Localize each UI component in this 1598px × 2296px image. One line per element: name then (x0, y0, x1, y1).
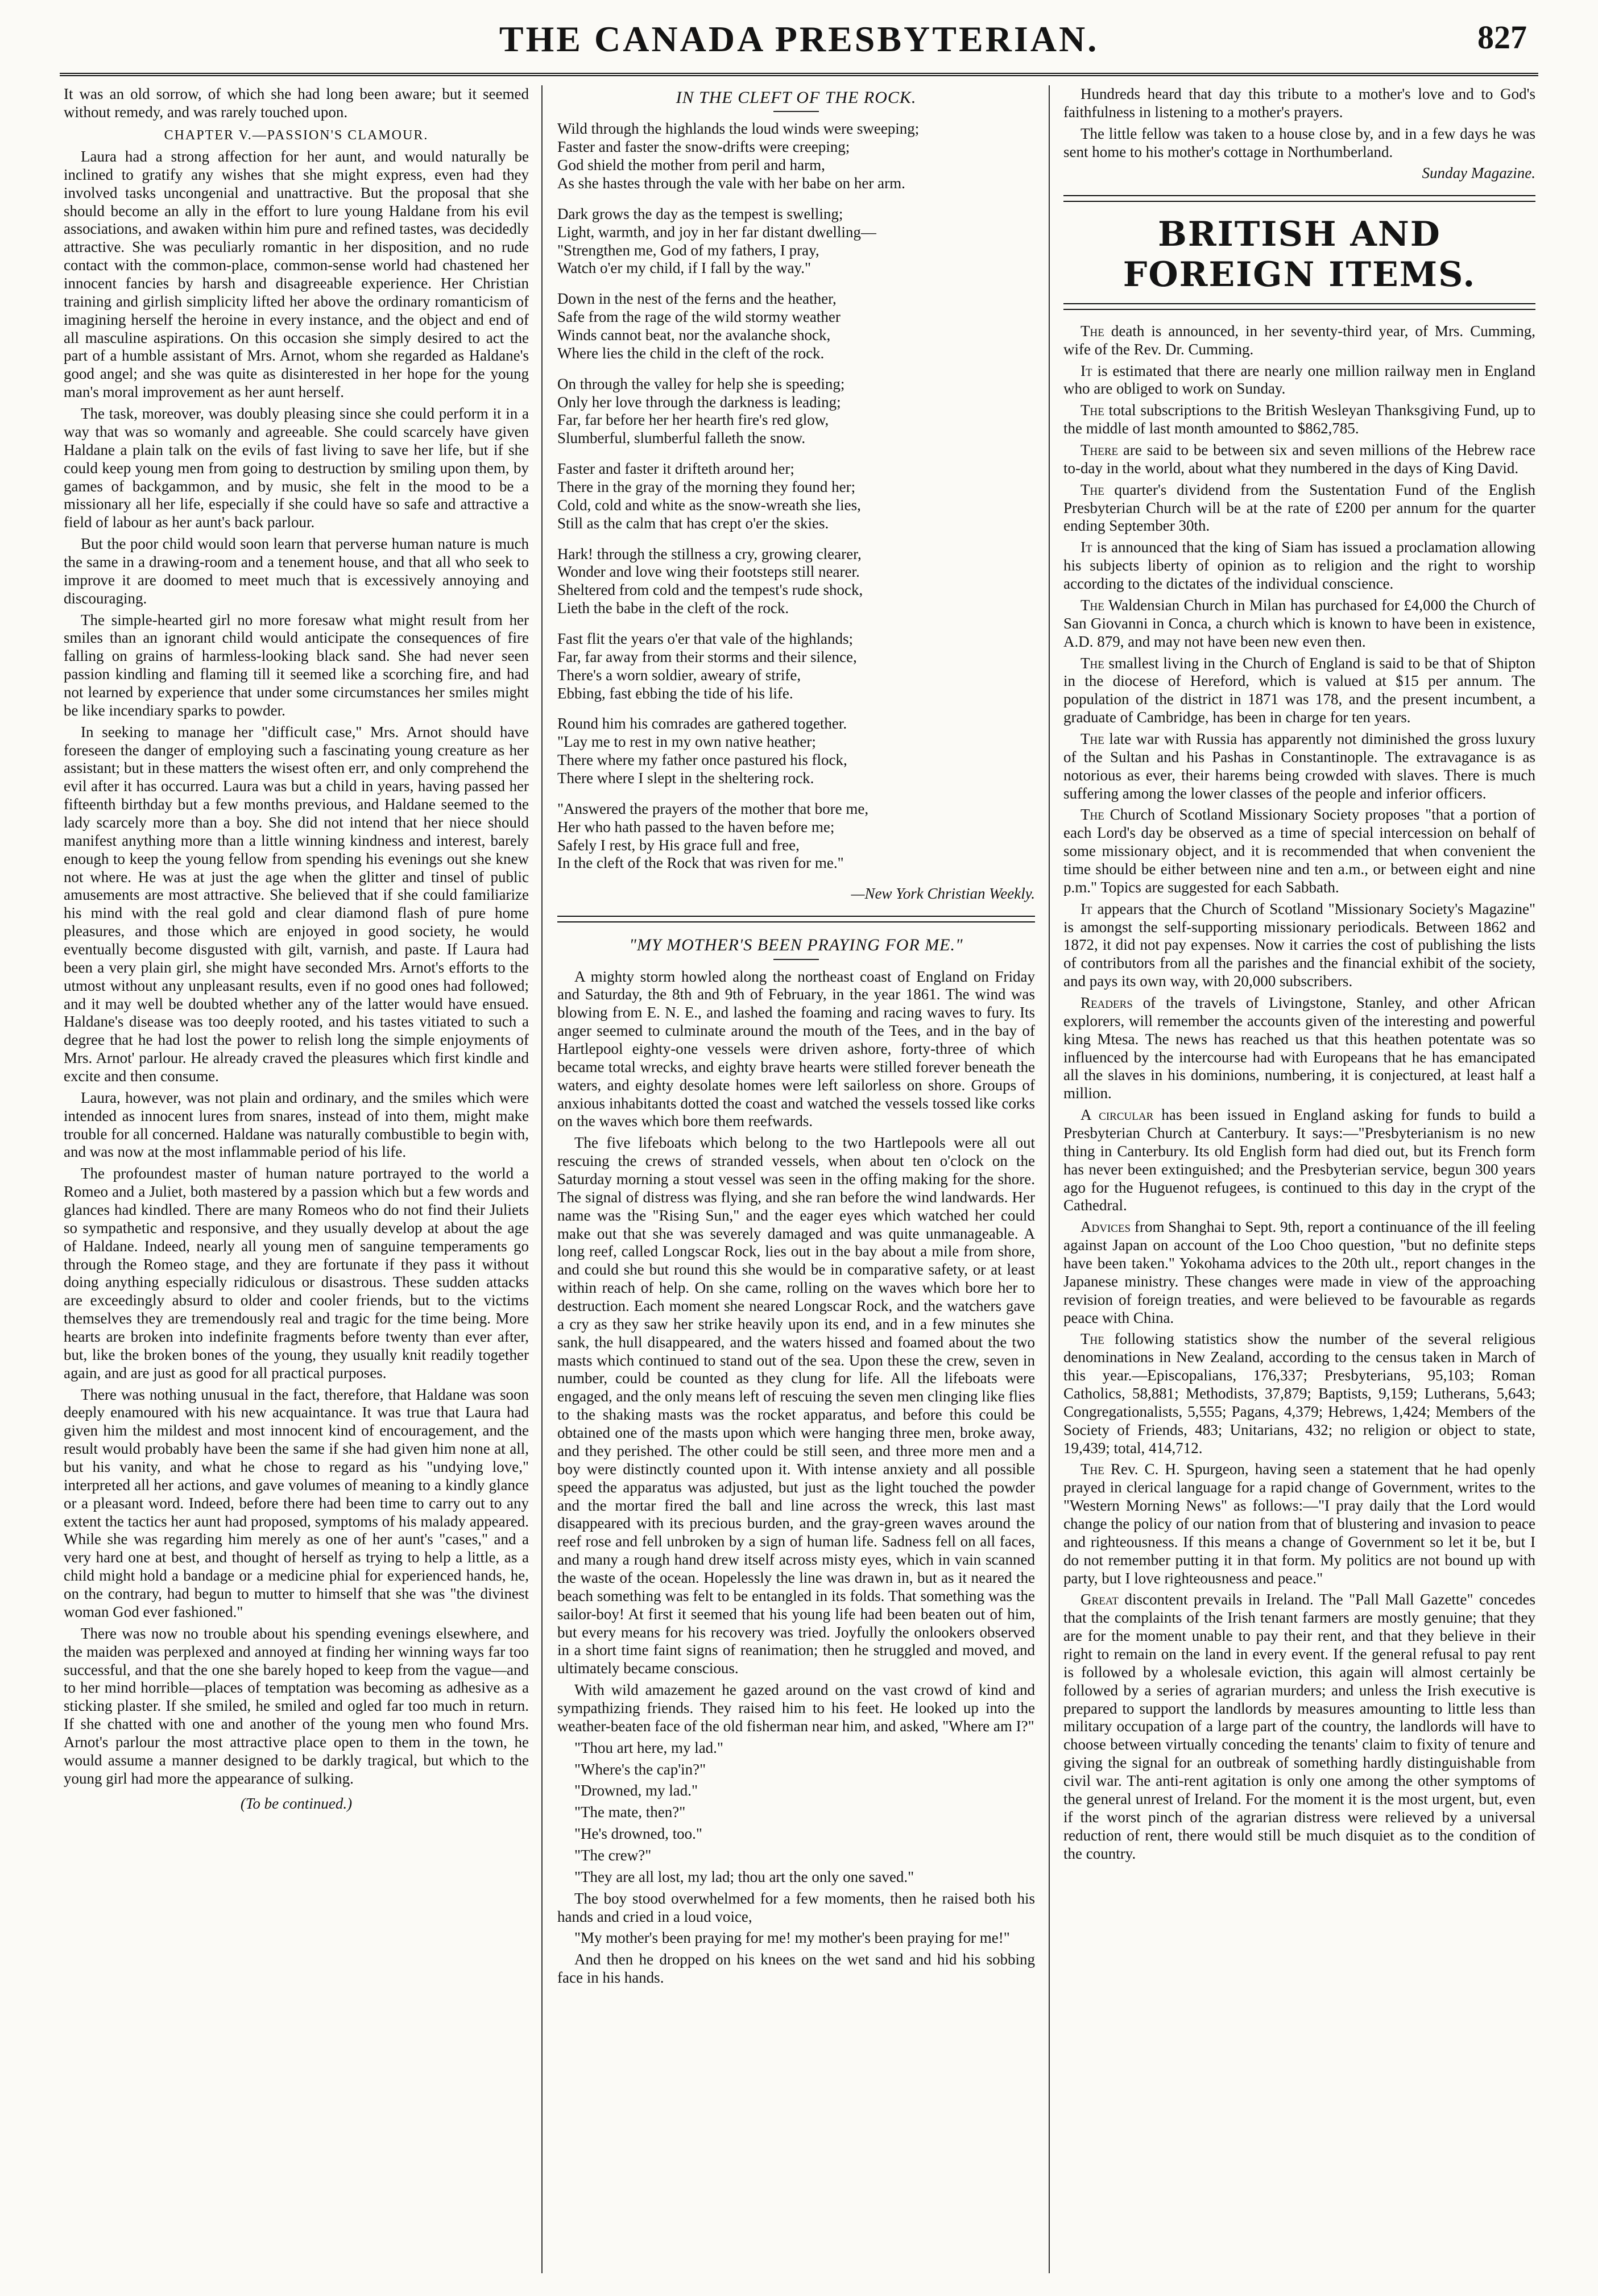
news-item (1063, 539, 1535, 593)
poem-line: Fast flit the years o'er that vale of the highlands; (557, 630, 853, 648)
newspaper-title: THE CANADA PRESBYTERIAN. (499, 19, 1099, 59)
item-text: discontent prevails in Ireland. The "Pall Mall Gazette" concedes that the complaints of the Irish tenant farmers are mostly genuine; that they are for the moment unable to pay their rent, and that they believe in their right to remain on the land in every event. If the general refusal to pay rent is followed by a wholesale eviction, this again will almost certainly be followed by a series of agrarian murders; and unless the Irish executive is prepared to support the landlords by measures amounting to little less than military occupation of a large part of the country, the landlords will have to choose between virtually conceding the tenants' claim to fixity of tenure and giving the signal for an outbreak of something hardly distinguishable from civil war. The anti-rent agitation is only one among the other symptoms of the general unrest of Ireland. For the moment it is the most urgent, but, even if the worst pinch of the agrarian distress were relieved by a universal reduction of rent, there would still be much disquiet as to the condition of the country. (1063, 1591, 1535, 1862)
paragraph: There was now no trouble about his spending evenings elsewhere, and the maiden was perplexed and annoyed at finding her winning ways far too successful, and that the one she barely hoped to keep from the vague—and to her mind horrible—places of temptation was becoming as adhesive as a sticking plaster. If she smiled, he smiled and ogled far too much in return. If she chatted with one and another of the young men who found Mrs. Arnot's parlour the most attractive place open to them in the town, he would assume a manner designed to be darkly tragical, but which to the young girl had more the appearance of sulking. (64, 1624, 529, 1787)
poem-line: Dark grows the day as the tempest is swelling; (557, 205, 843, 222)
paragraph: And then he dropped on his knees on the wet sand and hid his sobbing face in his hands. (557, 1951, 1035, 1987)
item-text: has been issued in England asking for funds to build a Presbyterian Church at Canterbury. It says:—"Presbyterianism is no new thing in Canterbury. Its old English form had died out, but its French form has never been extinguished; and the Presbyterian service, begun 300 years ago for the Huguenot refugees, is continued to this day in the crypt of the Cathedral. (1063, 1106, 1535, 1214)
story-body (64, 148, 529, 1788)
item-text: of the travels of Livingstone, Stanley, and other African explorers, will remember the accounts given of the interesting and powerful king Mtesa. The news has reached us that this heathen potentate was so influenced by the intercourse had with Europeans that he has emancipated all the slaves in his dominions, numbering, it is conjectured, at least half a million. (1063, 994, 1535, 1102)
poem-line: Safely I rest, by His grace full and free, (557, 836, 800, 854)
paragraph: "The crew?" (574, 1846, 652, 1864)
masthead (60, 10, 1538, 76)
item-lead-word: The (1080, 730, 1104, 747)
item-lead-word: Great (1080, 1591, 1119, 1608)
poem-line: Far, far before her her hearth fire's red glow, (557, 411, 829, 429)
stanza (557, 205, 1035, 278)
stanza (557, 630, 1035, 702)
poem-line: As she hastes through the vale with her babe on her arm. (557, 174, 905, 192)
poem-line: Lieth the babe in the cleft of the rock. (557, 599, 789, 617)
paragraph: The profoundest master of human nature portrayed to the world a Romeo and a Juliet, both mastered by a passion which but a few words and glances had kindled. There are many Romeos who do not find their Juliets so sympathetic and responsive, and they usually develop at about the age of Haldane. Indeed, nearly all young men of sanguine temperaments go through the Romeo stage, and they are fortunate if they pass it without doing anything especially ridiculous or disastrous. These sudden attacks are exceedingly absurd to older and cooler friends, but to the victims themselves they are tremendously real and tragic for the time being. More hearts are broken into indefinite fragments before twenty than ever after, but, like the broken bones of the young, they usually knit readily together again, and are just as good for all practical purposes. (64, 1165, 529, 1381)
column-divider (541, 85, 543, 2273)
poem-line: Cold, cold and white as the snow-wreath she lies, (557, 496, 861, 514)
poem-line: Down in the nest of the ferns and the heather, (557, 290, 837, 308)
stanza (557, 460, 1035, 532)
paragraph: "They are all lost, my lad; thou art the only one saved." (574, 1868, 914, 1885)
paragraph: "Where's the cap'in?" (574, 1760, 706, 1778)
stanza (557, 715, 1035, 787)
section-divider (1063, 195, 1535, 202)
item-text: following statistics show the number of the several religious denominations in New Zealand, according to the census taken in March of this year.—Episcopalians, 176,337; Presbyterians, 95,103; Roman Catholics, 58,881; Methodists, 37,879; Baptists, 9,159; Lutherans, 5,643; Congregationalists, 5,555; Pagans, 4,379; Hebrews, 1,424; Members of the Society of Friends, 483; Unitarians, 432; no religion or object to state, 19,439; total, 414,712. (1063, 1330, 1535, 1457)
paragraph: "He's drowned, too." (574, 1825, 702, 1843)
poem-line: Light, warmth, and joy in her far distant dwelling— (557, 223, 876, 241)
poem-line: In the cleft of the Rock that was riven for me." (557, 854, 844, 872)
paragraph: With wild amazement he gazed around on the vast crowd of kind and sympathizing friends. They raised him to his feet. He looked up into the weather-beaten face of the old fisherman near him, and asked, "Where am I?" (557, 1681, 1035, 1735)
news-item (1063, 730, 1535, 802)
paragraph: Laura had a strong affection for her aunt, and would naturally be inclined to gratify any wishes that she might express, even had they involved tasks uncongenial and unattractive. But the proposal that she should become an ally in the effort to lure young Haldane from his evil associations, and awaken within him pure and refined tastes, was decidedly attractive. She was peculiarly romantic in her disposition, and no rude contact with the common-place, common-sense world had chastened her innocent fancies by harsh and disagreeable experience. Her Christian training and girlish simplicity lifted her above the ordinary romanticism of imagining herself the heroine in every instance, and the object and end of all masculine aspirations. On this occasion she simply desired to act the part of a humble assistant of Mrs. Arnot, whom she regarded as Haldane's good angel; and she was quite as disinterested in her hope for the young man's moral improvement as her aunt herself. (64, 148, 529, 401)
poem-line: Far, far away from their storms and their silence, (557, 648, 857, 665)
news-item (1063, 1218, 1535, 1327)
item-text: late war with Russia has apparently not diminished the gross luxury of the Sultan and his Pashas in Constantinople. The extravagance is as notorious as ever, their harems being crowded with slaves. There is much suffering among the lower classes of the people and inferior officers. (1063, 730, 1535, 802)
item-text: Church of Scotland Missionary Society proposes "that a portion of each Lord's day be observed as a time of special intercession on behalf of some missionary object, and it is recommended that when convenient the time should be either between nine and ten a.m., or between eight and nine p.m." Topics are suggested for each Sabbath. (1063, 806, 1535, 896)
paragraph: The little fellow was taken to a house close by, and in a few days he was sent home to his mother's cottage in Northumberland. (1063, 125, 1535, 160)
paragraph: The simple-hearted girl no more foresaw what might result from her smiles than an ignorant child would anticipate the consequences of fire falling on grains of harmless-looking black sand. She had never seen passion kindling and flaming till it seemed like a scorching fire, and had not learned by experience that under some circumstances her smiles might be like incendiary sparks to powder. (64, 611, 529, 719)
item-text: quarter's dividend from the Sustentation Fund of the English Presbyterian Church will be at the rate of £200 per annum for the quarter ending September 30th. (1063, 481, 1535, 535)
poem-line: Round him his comrades are gathered together. (557, 715, 847, 733)
title-rule (773, 959, 819, 960)
item-lead-word: The (1080, 596, 1104, 614)
item-lead-word: Advices (1080, 1218, 1131, 1236)
poem-line: Her who hath passed to the haven before me; (557, 818, 835, 835)
paragraph: In seeking to manage her "difficult case," Mrs. Arnot should have foreseen the danger of employing such a fascinating young creature as her assistant; but in these matters the wisest often err, and only comprehend the evil after it has occurred. Laura was but a child in years, having passed her fifteenth birthday but a few months previous, and Haldane seemed to the lady scarcely more than a boy. She did not intend that her niece should manifest anything more than a little winning kindness and interest, barely enough to keep the young fellow from spending his evenings out she knew not where. He was at just the age when the glitter and tinsel of public amusements are most attractive. She believed that if she could familiarize his mind with the real gold and clear diamond flash of pure home pleasures, and those which are enjoyed in good society, he would eventually become disgusted with gilt, varnish, and paste. If Laura had been a very plain girl, she might have seconded Mrs. Arnot's efforts to the utmost without any unpleasant results, even if no good ones had followed; and it may well be doubted whether any of the latter would have ensued. Haldane's disease was too deeply rooted, and his tastes vitiated to such a degree that he had lost the power to relish long the simple enjoyments of Mrs. Arnot' parlour. He already craved the pleasures which first kindle and excite and then consume. (64, 723, 529, 1085)
news-item (1063, 597, 1535, 651)
poem-line: "Strengthen me, God of my fathers, I pray, (557, 241, 819, 259)
stanza (557, 290, 1035, 362)
news-item (1063, 322, 1535, 359)
item-text: Waldensian Church in Milan has purchased for £4,000 the Church of San Giovanni in Conca, a church which is known to have been in existence, A.D. 879, and may not have been new even then. (1063, 596, 1535, 650)
stanza (557, 545, 1035, 618)
paragraph: But the poor child would soon learn that perverse human nature is much the same in a drawing-room and a tenement house, and that all who seek to improve it are doomed to meet much that is excessively annoying and discouraging. (64, 535, 529, 607)
item-lead-word: A circular (1080, 1106, 1154, 1124)
story-conclusion (1063, 85, 1535, 161)
title-rule (773, 111, 819, 112)
continued-note: (To be continued.) (240, 1794, 353, 1812)
story-title: "MY MOTHER'S BEEN PRAYING FOR ME." (629, 936, 963, 955)
item-lead-word: Readers (1080, 994, 1133, 1011)
section-divider (557, 916, 1035, 922)
paragraph: There was nothing unusual in the fact, therefore, that Haldane was soon deeply enamoured with his new acquaintance. It was true that Laura had given him the mildest and most innocent kind of encouragement, and the result would probably have been the same if she had given him none at all, but his vanity, and what he chose to regard as his "undying love," interpreted all her actions, and gave volumes of meaning to a kindly glance or a pleasant word. Indeed, before there had been time to carry out to any extent the tactics her aunt had proposed, symptoms of his malady appeared. While she was regarding him merely as one of her aunt's "cases," and a very hard one at best, and thought of herself as trying to help a little, as a child might hold a bandage or a medicine phial for experienced hands, he, on the contrary, had begun to mutter to himself that she was "the divinest woman God ever fashioned." (64, 1385, 529, 1620)
stanza (557, 800, 1035, 872)
poem-line: Where lies the child in the cleft of the rock. (557, 344, 825, 362)
column-middle (557, 85, 1035, 2273)
poem-line: Wonder and love wing their footsteps still nearer. (557, 563, 860, 581)
item-text: Rev. C. H. Spurgeon, having seen a statement that he had openly prayed in clerical language for a rapid change of Government, writes to the "Western Morning News" as follows:—"I pray daily that the Lord would change the policy of our nation from that of blustering and invasion to peace and righteousness. If this means a change of Government so let it be, but I do not remember putting it in that form. My politics are not bound up with party, but I love righteousness and peace." (1063, 1461, 1535, 1587)
news-item (1063, 1106, 1535, 1215)
news-item (1063, 362, 1535, 399)
item-text: smallest living in the Church of England is said to be that of Shipton in the diocese of Hereford, which is valued at $15 per annum. The population of the district in 1871 was 178, and the present incumbent, a graduate of Cambridge, has been in charge for ten years. (1063, 654, 1535, 726)
poem-line: Still as the calm that has crept o'er the skies. (557, 514, 829, 532)
news-item (1063, 1461, 1535, 1587)
item-text: from Shanghai to Sept. 9th, report a continuance of the ill feeling against Japan on account of the Loo Choo question, "but no definite steps have been taken." Yokohama advices to the 20th ult., report changes in the Japanese ministry. These changes were made in view of the approaching revision of foreign treaties, and were believed to be favourable as regards peace with China. (1063, 1218, 1535, 1326)
item-lead-word: The (1080, 654, 1104, 672)
item-text: are said to be between six and seven millions of the Hebrew race to-day in the world, about what they numbered in the days of King David. (1063, 441, 1535, 477)
poem-line: There where my father once pastured his flock, (557, 751, 847, 769)
column-right (1063, 85, 1535, 2273)
poem-line: There's a worn soldier, aweary of strife, (557, 666, 801, 684)
item-lead-word: It (1080, 362, 1092, 379)
chapter-heading: CHAPTER V.—PASSION'S CLAMOUR. (164, 127, 429, 143)
story-source (1063, 164, 1535, 183)
item-text: is announced that the king of Siam has issued a proclamation allowing his subjects liberty of opinion as to religion and the right to worship according to the dictates of the individual conscience. (1063, 539, 1535, 593)
poem-line: "Answered the prayers of the mother that bore me, (557, 800, 869, 817)
poem-line: Faster and faster it drifteth around her; (557, 460, 794, 478)
section-heading: BRITISH AND FOREIGN ITEMS. (1123, 214, 1476, 295)
news-item (1063, 806, 1535, 896)
item-lead-word: The (1080, 806, 1104, 824)
intro-paragraph: It was an old sorrow, of which she had long been aware; but it seemed without remedy, and was rarely touched upon. (64, 85, 529, 121)
poem-body (557, 120, 1035, 872)
poem-line: Hark! through the stillness a cry, growing clearer, (557, 545, 862, 562)
news-item (1063, 1591, 1535, 1863)
news-item (1063, 481, 1535, 536)
poem-line: Faster and faster the snow-drifts were creeping; (557, 138, 850, 156)
item-lead-word: The (1080, 1461, 1104, 1478)
section-divider (1063, 303, 1535, 310)
page-number: 827 (1477, 19, 1527, 56)
item-lead-word: The (1080, 481, 1104, 498)
poem-line: Only her love through the darkness is leading; (557, 393, 841, 411)
poem-line: Ebbing, fast ebbing the tide of his life. (557, 684, 793, 702)
poem-title: IN THE CLEFT OF THE ROCK. (676, 88, 917, 107)
news-item (1063, 900, 1535, 991)
poem-line: Sheltered from cold and the tempest's rude shock, (557, 581, 863, 599)
paragraph: "The mate, then?" (574, 1803, 686, 1821)
poem-source: —New York Christian Weekly. (851, 885, 1035, 903)
news-item (1063, 655, 1535, 727)
poem-line: Slumberful, slumberful falleth the snow. (557, 429, 806, 447)
story-source-text: Sunday Magazine. (1422, 164, 1535, 182)
paragraph: A mighty storm howled along the northeast coast of England on Friday and Saturday, the 8th and 9th of February, in the year 1861. The wind was blowing from E. N. E., and lashed the foaming and racing waves to fury. Its anger seemed to culminate around the mouth of the Tees, and in the bay of Hartlepool eighty-one vessels were driven ashore, forty-three of which became total wrecks, and eighty brave hearts were stilled forever beneath the waters, and eighty desolate homes were left sailorless on shore. Groups of anxious inhabitants dotted the coast and watched the vessels tossed like corks on the waves which bore them reefwards. (557, 967, 1035, 1130)
paragraph: The boy stood overwhelmed for a few moments, then he raised both his hands and cried in a loud voice, (557, 1889, 1035, 1925)
item-lead-word: It (1080, 539, 1092, 556)
paragraph: "My mother's been praying for me! my mother's been praying for me!" (574, 1929, 1010, 1947)
poem-line: Safe from the rage of the wild stormy weather (557, 308, 841, 326)
news-item (1063, 441, 1535, 478)
item-text: is estimated that there are nearly one million railway men in England who are obliged to work on Sunday. (1063, 362, 1535, 398)
paragraph: The task, moreover, was doubly pleasing since she could perform it in a way that was so womanly and agreeable. She could scarcely have given Haldane a plain talk on the evils of fast living to save her life, but if she could keep young men from going to destruction by smiling upon them, by games of backgammon, and by music, she felt in the mood to be a missionary all her life, especially if she could have so safe and attractive a field of labour as her aunt's back parlour. (64, 405, 529, 531)
column-left (64, 85, 529, 2273)
paragraph: Hundreds heard that day this tribute to a mother's love and to God's faithfulness in listening to a mother's prayers. (1063, 85, 1535, 121)
poem-line: There in the gray of the morning they found her; (557, 478, 856, 495)
stanza (557, 375, 1035, 448)
item-text: death is announced, in her seventy-third year, of Mrs. Cumming, wife of the Rev. Dr. Cumming. (1063, 322, 1535, 358)
paragraph: Laura, however, was not plain and ordinary, and the smiles which were intended as innocent lures from snares, instead of into them, might make trouble for all concerned. Haldane was naturally combustible to begin with, and was now at the most inflammable period of his life. (64, 1089, 529, 1161)
poem-line: Winds cannot beat, nor the avalanche shock, (557, 326, 831, 344)
poem-line: Watch o'er my child, if I fall by the way." (557, 259, 812, 277)
poem-line: God shield the mother from peril and harm, (557, 156, 825, 174)
column-divider (1049, 85, 1050, 2273)
item-lead-word: There (1080, 441, 1119, 459)
paragraph: "Drowned, my lad." (574, 1782, 698, 1799)
poem-line: Wild through the highlands the loud winds were sweeping; (557, 120, 920, 138)
news-item (1063, 994, 1535, 1103)
news-items (1063, 322, 1535, 1863)
news-item (1063, 1330, 1535, 1457)
paragraph: "Thou art here, my lad." (574, 1739, 723, 1756)
item-lead-word: The (1080, 1330, 1104, 1348)
paragraph: The five lifeboats which belong to the two Hartlepools were all out rescuing the crews of stranded vessels, when about ten o'clock on the Saturday morning a stout vessel was seen in the offing making for the shore. The signal of distress was flying, and she ran before the wind landwards. Her name was the "Rising Sun," and the eager eyes which watched her could make out that she was severely damaged and was quite unmanageable. A long reef, called Longscar Rock, lies out in the bay about a mile from shore, and could she but round this she would be in comparative safety, or at least within reach of help. On she came, rolling on the waves which bore her to destruction. Each moment she neared Longscar Rock, and the watchers gave a cry as they saw her strike heavily upon its end, and in a few minutes she sank, the hull disappeared, and the waters hissed and foamed about the two masts which continued to stand out of the sea. Upon these the crew, seven in number, could be counted as they clung for life. All the lifeboats were engaged, and the only means left of rescuing the seven men clinging like flies to the shaking masts was the rocket apparatus, and before this could be obtained one of the masts upon which were hanging three men, broke away, and they perished. The other could be still seen, and three more men and a boy were distinctly counted upon it. With intense anxiety and all possible speed the apparatus was adjusted, but just as the light touched the powder and the mortar fired the ball and line across the wreck, this last mast disappeared with its precious burden, and the gray-green waves around the reef rose and fell unbroken by a sign of human life. Sadness fell on all faces, and many a rough hand drew itself across misty eyes, which in vain scanned the waste of the ocean. Hopelessly the line was drawn in, but as it neared the beach something was felt to be entangled in its folds. That something was the sailor-boy! At first it seemed that his young life had been beaten out of him, but every means for his recovery was tried. Joyfully the onlookers observed in a short time faint signs of reanimation; then he struggled and moved, and ultimately became conscious. (557, 1134, 1035, 1677)
poem-line: "Lay me to rest in my own native heather; (557, 733, 816, 751)
item-lead-word: It (1080, 900, 1092, 917)
item-text: appears that the Church of Scotland "Missionary Society's Magazine" is amongst the self-supporting missionary periodicals. Between 1862 and 1872, it did not pay expenses. Now it carries the cost of publishing the lists of contributors from all the parishes and the financial exhibit of the society, and pays its own way, with 20,000 subscribers. (1063, 900, 1535, 990)
story-body (557, 968, 1035, 1987)
poem-line: There where I slept in the sheltering rock. (557, 770, 814, 787)
news-item (1063, 402, 1535, 438)
stanza (557, 120, 1035, 192)
item-lead-word: The (1080, 322, 1104, 340)
item-text: total subscriptions to the British Wesleyan Thanksgiving Fund, up to the middle of last month amounted to $862,785. (1063, 402, 1535, 437)
item-lead-word: The (1080, 402, 1104, 419)
poem-line: On through the valley for help she is speeding; (557, 375, 845, 392)
